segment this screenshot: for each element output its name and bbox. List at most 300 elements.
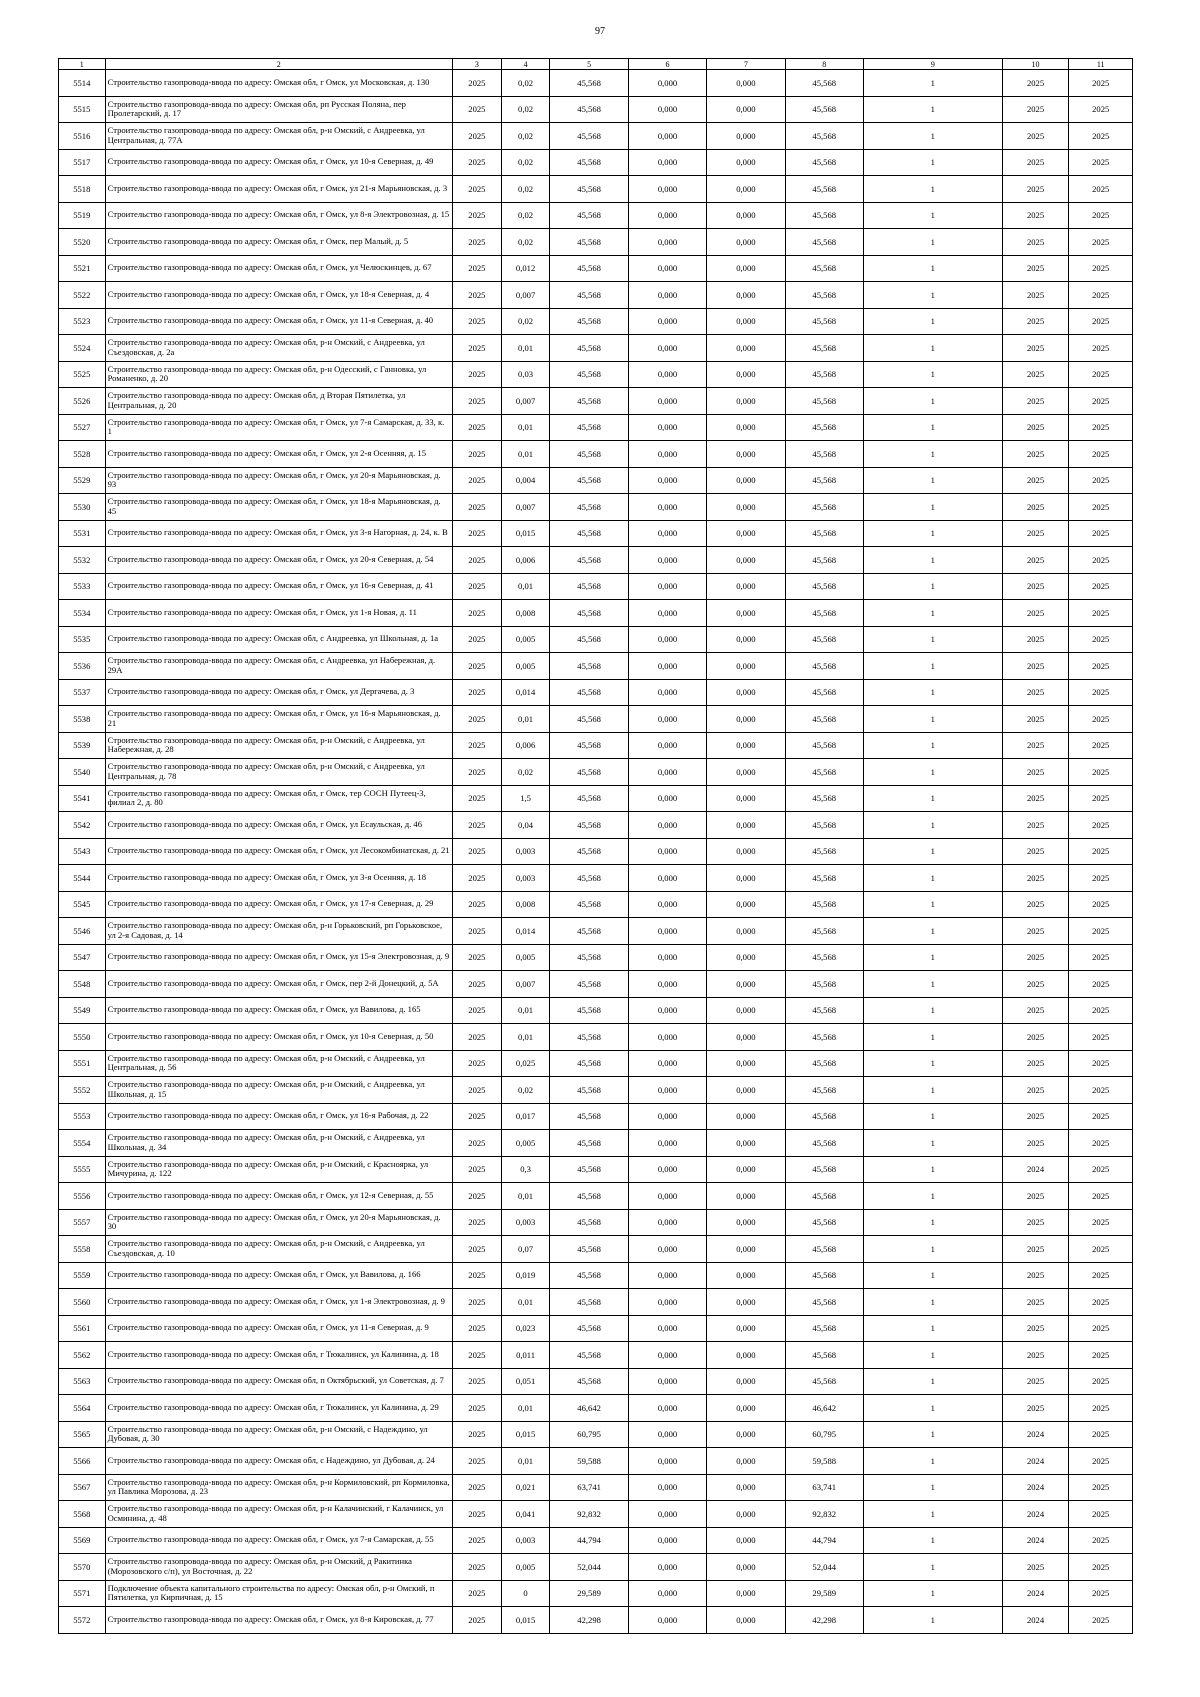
table-cell: 2025 bbox=[1069, 812, 1133, 839]
table-cell: 2025 bbox=[453, 1607, 502, 1634]
table-cell: 45,568 bbox=[550, 838, 628, 865]
table-cell: 0,000 bbox=[628, 335, 706, 362]
table-cell: 2025 bbox=[1069, 1289, 1133, 1316]
table-cell: 2025 bbox=[453, 1342, 502, 1369]
column-header: 3 bbox=[453, 59, 502, 70]
table-cell: 1 bbox=[863, 653, 1002, 680]
cell-description: Строительство газопровода-ввода по адресу: Омская обл, г Омск, ул 18-я Северная, д. 4 bbox=[105, 282, 452, 309]
table-cell: 45,568 bbox=[785, 838, 863, 865]
table-row bbox=[59, 573, 1133, 600]
table-cell: 0,02 bbox=[501, 202, 550, 229]
cell-description: Строительство газопровода-ввода по адресу: Омская обл, г Омск, ул 1-я Новая, д. 11 bbox=[105, 600, 452, 627]
table-cell: 2025 bbox=[453, 176, 502, 203]
table-cell: 0,000 bbox=[628, 1103, 706, 1130]
table-cell: 1 bbox=[863, 467, 1002, 494]
table-cell: 5520 bbox=[59, 229, 106, 256]
table-cell: 0,000 bbox=[707, 732, 785, 759]
table-cell: 0,000 bbox=[707, 1607, 785, 1634]
table-cell: 5562 bbox=[59, 1342, 106, 1369]
table-row bbox=[59, 1368, 1133, 1395]
table-cell: 0,000 bbox=[628, 361, 706, 388]
table-cell: 0,01 bbox=[501, 1024, 550, 1051]
table-row bbox=[59, 441, 1133, 468]
table-cell: 5550 bbox=[59, 1024, 106, 1051]
table-cell: 5565 bbox=[59, 1421, 106, 1448]
table-cell: 0,000 bbox=[628, 1395, 706, 1422]
table-cell: 0,000 bbox=[628, 1368, 706, 1395]
table-cell: 5543 bbox=[59, 838, 106, 865]
table-cell: 1 bbox=[863, 176, 1002, 203]
table-cell: 1 bbox=[863, 971, 1002, 998]
table-cell: 44,794 bbox=[550, 1527, 628, 1554]
table-cell: 1 bbox=[863, 123, 1002, 150]
table-row bbox=[59, 944, 1133, 971]
cell-description: Строительство газопровода-ввода по адресу: Омская обл, г Омск, ул 1-я Электровозная, д. 9 bbox=[105, 1289, 452, 1316]
table-cell: 2025 bbox=[1069, 1474, 1133, 1501]
table-cell: 45,568 bbox=[785, 997, 863, 1024]
table-cell: 59,588 bbox=[550, 1448, 628, 1475]
table-cell: 45,568 bbox=[550, 997, 628, 1024]
table-cell: 5515 bbox=[59, 96, 106, 123]
table-cell: 0,01 bbox=[501, 414, 550, 441]
table-cell: 0,000 bbox=[628, 812, 706, 839]
table-cell: 0,000 bbox=[707, 1580, 785, 1607]
table-cell: 2025 bbox=[1069, 467, 1133, 494]
table-cell: 5516 bbox=[59, 123, 106, 150]
table-cell: 0,000 bbox=[628, 1607, 706, 1634]
table-cell: 2025 bbox=[1002, 388, 1069, 415]
table-cell: 5554 bbox=[59, 1130, 106, 1157]
table-cell: 2025 bbox=[453, 944, 502, 971]
table-row bbox=[59, 361, 1133, 388]
cell-description: Строительство газопровода-ввода по адресу: Омская обл, р-н Горьковский, рп Горьковское, ул 2-я Садовая, д. 14 bbox=[105, 918, 452, 945]
table-cell: 45,568 bbox=[550, 361, 628, 388]
table-cell: 0,02 bbox=[501, 123, 550, 150]
table-cell: 5535 bbox=[59, 626, 106, 653]
table-row bbox=[59, 255, 1133, 282]
table-cell: 1 bbox=[863, 1156, 1002, 1183]
table-cell: 1 bbox=[863, 706, 1002, 733]
cell-description: Строительство газопровода-ввода по адресу: Омская обл, г Омск, пер 2-й Донецкий, д. 5А bbox=[105, 971, 452, 998]
table-cell: 5527 bbox=[59, 414, 106, 441]
table-cell: 2025 bbox=[1069, 759, 1133, 786]
table-cell: 5542 bbox=[59, 812, 106, 839]
cell-description: Строительство газопровода-ввода по адресу: Омская обл, рп Русская Поляна, пер Пролетарский, д. 17 bbox=[105, 96, 452, 123]
table-cell: 2025 bbox=[1002, 732, 1069, 759]
table-cell: 45,568 bbox=[550, 759, 628, 786]
table-cell: 45,568 bbox=[550, 732, 628, 759]
cell-description: Строительство газопровода-ввода по адресу: Омская обл, г Омск, ул 17-я Северная, д. 29 bbox=[105, 891, 452, 918]
table-cell: 45,568 bbox=[785, 706, 863, 733]
table-cell: 5558 bbox=[59, 1236, 106, 1263]
table-cell: 0,000 bbox=[628, 653, 706, 680]
table-cell: 46,642 bbox=[550, 1395, 628, 1422]
table-row bbox=[59, 229, 1133, 256]
table-cell: 5533 bbox=[59, 573, 106, 600]
table-cell: 45,568 bbox=[550, 573, 628, 600]
table-row bbox=[59, 1236, 1133, 1263]
table-cell: 1 bbox=[863, 1368, 1002, 1395]
table-cell: 0,01 bbox=[501, 1289, 550, 1316]
table-cell: 0,000 bbox=[707, 812, 785, 839]
table-cell: 5541 bbox=[59, 785, 106, 812]
table-cell: 2025 bbox=[1069, 997, 1133, 1024]
table-cell: 0,01 bbox=[501, 1183, 550, 1210]
table-cell: 59,588 bbox=[785, 1448, 863, 1475]
table-row bbox=[59, 1501, 1133, 1528]
table-cell: 0,014 bbox=[501, 918, 550, 945]
table-row bbox=[59, 1209, 1133, 1236]
table-cell: 2025 bbox=[1069, 1501, 1133, 1528]
table-cell: 0,000 bbox=[628, 1236, 706, 1263]
table-cell: 2025 bbox=[453, 891, 502, 918]
table-cell: 5528 bbox=[59, 441, 106, 468]
table-row bbox=[59, 785, 1133, 812]
table-cell: 45,568 bbox=[785, 1236, 863, 1263]
table-cell: 2025 bbox=[453, 308, 502, 335]
table-cell: 2025 bbox=[453, 96, 502, 123]
table-cell: 2025 bbox=[453, 547, 502, 574]
table-cell: 0,008 bbox=[501, 600, 550, 627]
table-row bbox=[59, 1342, 1133, 1369]
table-cell: 2025 bbox=[1002, 653, 1069, 680]
table-cell: 5539 bbox=[59, 732, 106, 759]
table-row bbox=[59, 176, 1133, 203]
table-cell: 2025 bbox=[453, 573, 502, 600]
table-cell: 5522 bbox=[59, 282, 106, 309]
table-row bbox=[59, 467, 1133, 494]
table-row bbox=[59, 202, 1133, 229]
table-cell: 5514 bbox=[59, 70, 106, 97]
table-cell: 0,000 bbox=[628, 96, 706, 123]
cell-description: Строительство газопровода-ввода по адресу: Омская обл, г Омск, ул 7-я Самарская, д. 55 bbox=[105, 1527, 452, 1554]
table-row bbox=[59, 1580, 1133, 1607]
table-cell: 2025 bbox=[1002, 600, 1069, 627]
table-cell: 5548 bbox=[59, 971, 106, 998]
table-cell: 1 bbox=[863, 918, 1002, 945]
table-cell: 2025 bbox=[1002, 123, 1069, 150]
table-cell: 45,568 bbox=[785, 308, 863, 335]
table-cell: 2025 bbox=[1069, 838, 1133, 865]
table-cell: 2025 bbox=[453, 1395, 502, 1422]
table-cell: 5561 bbox=[59, 1315, 106, 1342]
table-row bbox=[59, 706, 1133, 733]
table-cell: 2025 bbox=[1069, 1395, 1133, 1422]
table-cell: 45,568 bbox=[785, 732, 863, 759]
table-cell: 0,000 bbox=[628, 626, 706, 653]
table-cell: 2025 bbox=[1002, 706, 1069, 733]
table-cell: 0,02 bbox=[501, 176, 550, 203]
table-cell: 1 bbox=[863, 96, 1002, 123]
table-cell: 0,006 bbox=[501, 732, 550, 759]
table-cell: 2025 bbox=[453, 1130, 502, 1157]
cell-description: Строительство газопровода-ввода по адресу: Омская обл, г Омск, ул Московская, д. 130 bbox=[105, 70, 452, 97]
table-cell: 5540 bbox=[59, 759, 106, 786]
cell-description: Строительство газопровода-ввода по адресу: Омская обл, г Омск, ул 15-я Электровозная, д. 9 bbox=[105, 944, 452, 971]
table-cell: 1 bbox=[863, 1289, 1002, 1316]
cell-description: Строительство газопровода-ввода по адресу: Омская обл, г Омск, ул 12-я Северная, д. 55 bbox=[105, 1183, 452, 1210]
table-cell: 0,000 bbox=[628, 176, 706, 203]
table-cell: 45,568 bbox=[550, 1209, 628, 1236]
table-cell: 2025 bbox=[1002, 785, 1069, 812]
table-cell: 1 bbox=[863, 626, 1002, 653]
table-cell: 0,007 bbox=[501, 494, 550, 521]
table-cell: 0,000 bbox=[628, 891, 706, 918]
table-cell: 0,019 bbox=[501, 1262, 550, 1289]
table-cell: 5518 bbox=[59, 176, 106, 203]
table-cell: 1 bbox=[863, 441, 1002, 468]
table-cell: 0,000 bbox=[707, 1501, 785, 1528]
table-cell: 2025 bbox=[1002, 361, 1069, 388]
table-row bbox=[59, 1554, 1133, 1581]
header-row bbox=[59, 59, 1133, 70]
table-cell: 0,041 bbox=[501, 1501, 550, 1528]
table-cell: 1 bbox=[863, 573, 1002, 600]
table-cell: 0,000 bbox=[707, 202, 785, 229]
table-cell: 5547 bbox=[59, 944, 106, 971]
table-cell: 2025 bbox=[453, 1527, 502, 1554]
table-cell: 45,568 bbox=[785, 1342, 863, 1369]
table-cell: 45,568 bbox=[550, 785, 628, 812]
table-cell: 2025 bbox=[1069, 1130, 1133, 1157]
table-cell: 45,568 bbox=[785, 361, 863, 388]
table-cell: 2025 bbox=[1069, 573, 1133, 600]
table-cell: 2025 bbox=[1002, 70, 1069, 97]
table-cell: 5569 bbox=[59, 1527, 106, 1554]
table-cell: 5531 bbox=[59, 520, 106, 547]
table-cell: 45,568 bbox=[550, 865, 628, 892]
table-cell: 52,044 bbox=[785, 1554, 863, 1581]
table-cell: 0,000 bbox=[628, 1448, 706, 1475]
table-cell: 0,07 bbox=[501, 1236, 550, 1263]
table-cell: 0,000 bbox=[707, 388, 785, 415]
table-cell: 45,568 bbox=[785, 653, 863, 680]
table-cell: 1 bbox=[863, 1103, 1002, 1130]
table-cell: 2025 bbox=[1069, 361, 1133, 388]
cell-description: Строительство газопровода-ввода по адресу: Омская обл, р-н Омский, с Красноярка, ул Мичурина, д. 122 bbox=[105, 1156, 452, 1183]
table-cell: 45,568 bbox=[550, 706, 628, 733]
table-cell: 0,007 bbox=[501, 971, 550, 998]
table-cell: 2025 bbox=[453, 1209, 502, 1236]
table-cell: 1 bbox=[863, 282, 1002, 309]
table-cell: 45,568 bbox=[550, 520, 628, 547]
table-cell: 0,02 bbox=[501, 308, 550, 335]
table-cell: 0,000 bbox=[628, 202, 706, 229]
table-cell: 2025 bbox=[453, 971, 502, 998]
table-cell: 5567 bbox=[59, 1474, 106, 1501]
cell-description: Строительство газопровода-ввода по адресу: Омская обл, р-н Омский, с Андреевка, ул Центральная, д. 77А bbox=[105, 123, 452, 150]
table-cell: 0,025 bbox=[501, 1050, 550, 1077]
table-cell: 2025 bbox=[1069, 1315, 1133, 1342]
cell-description: Строительство газопровода-ввода по адресу: Омская обл, р-н Омский, с Андреевка, ул Съездовская, д. 10 bbox=[105, 1236, 452, 1263]
table-cell: 45,568 bbox=[785, 520, 863, 547]
table-cell: 1 bbox=[863, 388, 1002, 415]
cell-description: Строительство газопровода-ввода по адресу: Омская обл, г Омск, ул 11-я Северная, д. 40 bbox=[105, 308, 452, 335]
table-cell: 0,000 bbox=[628, 1024, 706, 1051]
table-cell: 45,568 bbox=[785, 812, 863, 839]
table-row bbox=[59, 520, 1133, 547]
table-cell: 0,000 bbox=[628, 1501, 706, 1528]
cell-description: Строительство газопровода-ввода по адресу: Омская обл, г Омск, ул Дергачева, д. 3 bbox=[105, 679, 452, 706]
cell-description: Строительство газопровода-ввода по адресу: Омская обл, р-н Омский, с Андреевка, ул Школьная, д. 34 bbox=[105, 1130, 452, 1157]
table-cell: 5536 bbox=[59, 653, 106, 680]
table-cell: 2025 bbox=[453, 1368, 502, 1395]
table-cell: 2025 bbox=[1069, 70, 1133, 97]
table-cell: 0,000 bbox=[628, 282, 706, 309]
cell-description: Строительство газопровода-ввода по адресу: Омская обл, г Омск, ул 8-я Электровозная, д. 15 bbox=[105, 202, 452, 229]
table-cell: 0,014 bbox=[501, 679, 550, 706]
table-cell: 0,01 bbox=[501, 441, 550, 468]
table-row bbox=[59, 1183, 1133, 1210]
table-row bbox=[59, 282, 1133, 309]
table-cell: 2025 bbox=[453, 1183, 502, 1210]
table-cell: 2025 bbox=[1002, 626, 1069, 653]
table-cell: 0,021 bbox=[501, 1474, 550, 1501]
table-cell: 1 bbox=[863, 891, 1002, 918]
table-cell: 45,568 bbox=[550, 308, 628, 335]
table-cell: 2025 bbox=[1002, 547, 1069, 574]
data-table bbox=[58, 58, 1133, 1634]
table-cell: 0,000 bbox=[628, 1077, 706, 1104]
table-cell: 2025 bbox=[453, 812, 502, 839]
cell-description: Строительство газопровода-ввода по адресу: Омская обл, г Омск, ул Челюскинцев, д. 67 bbox=[105, 255, 452, 282]
table-cell: 45,568 bbox=[550, 1024, 628, 1051]
table-cell: 0,01 bbox=[501, 335, 550, 362]
table-cell: 1,5 bbox=[501, 785, 550, 812]
table-cell: 5530 bbox=[59, 494, 106, 521]
table-cell: 2025 bbox=[1002, 971, 1069, 998]
cell-description: Строительство газопровода-ввода по адресу: Омская обл, р-н Омский, с Андреевка, ул Съездовская, д. 2а bbox=[105, 335, 452, 362]
table-cell: 2025 bbox=[1069, 1580, 1133, 1607]
table-cell: 1 bbox=[863, 1554, 1002, 1581]
table-cell: 0,011 bbox=[501, 1342, 550, 1369]
table-cell: 0,000 bbox=[628, 1421, 706, 1448]
table-cell: 1 bbox=[863, 414, 1002, 441]
table-row bbox=[59, 759, 1133, 786]
table-cell: 0,000 bbox=[628, 944, 706, 971]
table-cell: 1 bbox=[863, 1501, 1002, 1528]
table-cell: 45,568 bbox=[550, 494, 628, 521]
table-cell: 1 bbox=[863, 1395, 1002, 1422]
cell-description: Строительство газопровода-ввода по адресу: Омская обл, г Омск, ул 20-я Марьяновская, д. 93 bbox=[105, 467, 452, 494]
table-row bbox=[59, 1448, 1133, 1475]
table-cell: 2025 bbox=[1069, 706, 1133, 733]
table-row bbox=[59, 547, 1133, 574]
table-cell: 2025 bbox=[1069, 679, 1133, 706]
table-cell: 5519 bbox=[59, 202, 106, 229]
cell-description: Строительство газопровода-ввода по адресу: Омская обл, г Омск, ул 11-я Северная, д. 9 bbox=[105, 1315, 452, 1342]
table-cell: 0,005 bbox=[501, 1554, 550, 1581]
table-cell: 2025 bbox=[1069, 414, 1133, 441]
table-cell: 29,589 bbox=[550, 1580, 628, 1607]
table-row bbox=[59, 1395, 1133, 1422]
table-cell: 1 bbox=[863, 547, 1002, 574]
table-cell: 2025 bbox=[453, 759, 502, 786]
cell-description: Строительство газопровода-ввода по адресу: Омская обл, г Омск, ул 2-я Осенняя, д. 15 bbox=[105, 441, 452, 468]
table-cell: 0,000 bbox=[707, 706, 785, 733]
table-cell: 0,003 bbox=[501, 865, 550, 892]
table-cell: 45,568 bbox=[785, 971, 863, 998]
table-cell: 0,007 bbox=[501, 282, 550, 309]
table-cell: 2025 bbox=[1002, 494, 1069, 521]
cell-description: Строительство газопровода-ввода по адресу: Омская обл, г Омск, ул Есаульская, д. 46 bbox=[105, 812, 452, 839]
table-cell: 0,000 bbox=[628, 971, 706, 998]
table-cell: 0,000 bbox=[707, 441, 785, 468]
table-cell: 2025 bbox=[1002, 1368, 1069, 1395]
table-cell: 0,000 bbox=[707, 600, 785, 627]
table-cell: 0,000 bbox=[707, 785, 785, 812]
cell-description: Строительство газопровода-ввода по адресу: Омская обл, г Тюкалинск, ул Калинина, д. 18 bbox=[105, 1342, 452, 1369]
table-cell: 2024 bbox=[1002, 1501, 1069, 1528]
column-header: 7 bbox=[707, 59, 785, 70]
table-cell: 45,568 bbox=[550, 149, 628, 176]
table-row bbox=[59, 653, 1133, 680]
table-cell: 1 bbox=[863, 1024, 1002, 1051]
cell-description: Строительство газопровода-ввода по адресу: Омская обл, п Октябрьский, ул Советская, д. 7 bbox=[105, 1368, 452, 1395]
table-cell: 45,568 bbox=[785, 255, 863, 282]
table-cell: 42,298 bbox=[785, 1607, 863, 1634]
table-cell: 0,000 bbox=[707, 838, 785, 865]
table-cell: 2025 bbox=[453, 414, 502, 441]
table-cell: 2025 bbox=[453, 1554, 502, 1581]
table-cell: 0,051 bbox=[501, 1368, 550, 1395]
table-cell: 1 bbox=[863, 1236, 1002, 1263]
cell-description: Строительство газопровода-ввода по адресу: Омская обл, г Омск, ул Лесокомбинатская, д. 21 bbox=[105, 838, 452, 865]
table-cell: 2025 bbox=[453, 732, 502, 759]
table-cell: 0,003 bbox=[501, 838, 550, 865]
table-cell: 0,005 bbox=[501, 626, 550, 653]
table-cell: 1 bbox=[863, 1527, 1002, 1554]
table-row bbox=[59, 812, 1133, 839]
table-cell: 2025 bbox=[453, 997, 502, 1024]
table-cell: 0,003 bbox=[501, 1209, 550, 1236]
table-cell: 1 bbox=[863, 1209, 1002, 1236]
cell-description: Строительство газопровода-ввода по адресу: Омская обл, г Омск, ул 16-я Рабочая, д. 22 bbox=[105, 1103, 452, 1130]
table-cell: 0,02 bbox=[501, 229, 550, 256]
table-cell: 2025 bbox=[1069, 441, 1133, 468]
table-cell: 2025 bbox=[1002, 520, 1069, 547]
table-cell: 45,568 bbox=[785, 600, 863, 627]
table-cell: 0,000 bbox=[707, 494, 785, 521]
table-cell: 2025 bbox=[1002, 1050, 1069, 1077]
table-row bbox=[59, 335, 1133, 362]
table-cell: 5546 bbox=[59, 918, 106, 945]
table-cell: 2025 bbox=[1002, 467, 1069, 494]
table-cell: 45,568 bbox=[785, 96, 863, 123]
cell-description: Строительство газопровода-ввода по адресу: Омская обл, г Омск, ул 21-я Марьяновская, д. 3 bbox=[105, 176, 452, 203]
cell-description: Строительство газопровода-ввода по адресу: Омская обл, г Тюкалинск, ул Калинина, д. 29 bbox=[105, 1395, 452, 1422]
table-cell: 0,000 bbox=[707, 626, 785, 653]
table-cell: 0,000 bbox=[707, 891, 785, 918]
table-cell: 2025 bbox=[453, 1050, 502, 1077]
table-row bbox=[59, 971, 1133, 998]
table-cell: 0,000 bbox=[707, 1209, 785, 1236]
table-row bbox=[59, 308, 1133, 335]
table-cell: 5521 bbox=[59, 255, 106, 282]
table-cell: 2025 bbox=[1069, 149, 1133, 176]
table-cell: 2025 bbox=[453, 600, 502, 627]
table-cell: 0,000 bbox=[628, 573, 706, 600]
cell-description: Строительство газопровода-ввода по адресу: Омская обл, г Омск, ул 16-я Северная, д. 41 bbox=[105, 573, 452, 600]
table-cell: 45,568 bbox=[785, 414, 863, 441]
table-row bbox=[59, 1607, 1133, 1634]
table-cell: 1 bbox=[863, 335, 1002, 362]
table-cell: 45,568 bbox=[785, 865, 863, 892]
table-cell: 1 bbox=[863, 1130, 1002, 1157]
table-cell: 2025 bbox=[1069, 1448, 1133, 1475]
table-cell: 2025 bbox=[453, 865, 502, 892]
table-cell: 2025 bbox=[1002, 414, 1069, 441]
